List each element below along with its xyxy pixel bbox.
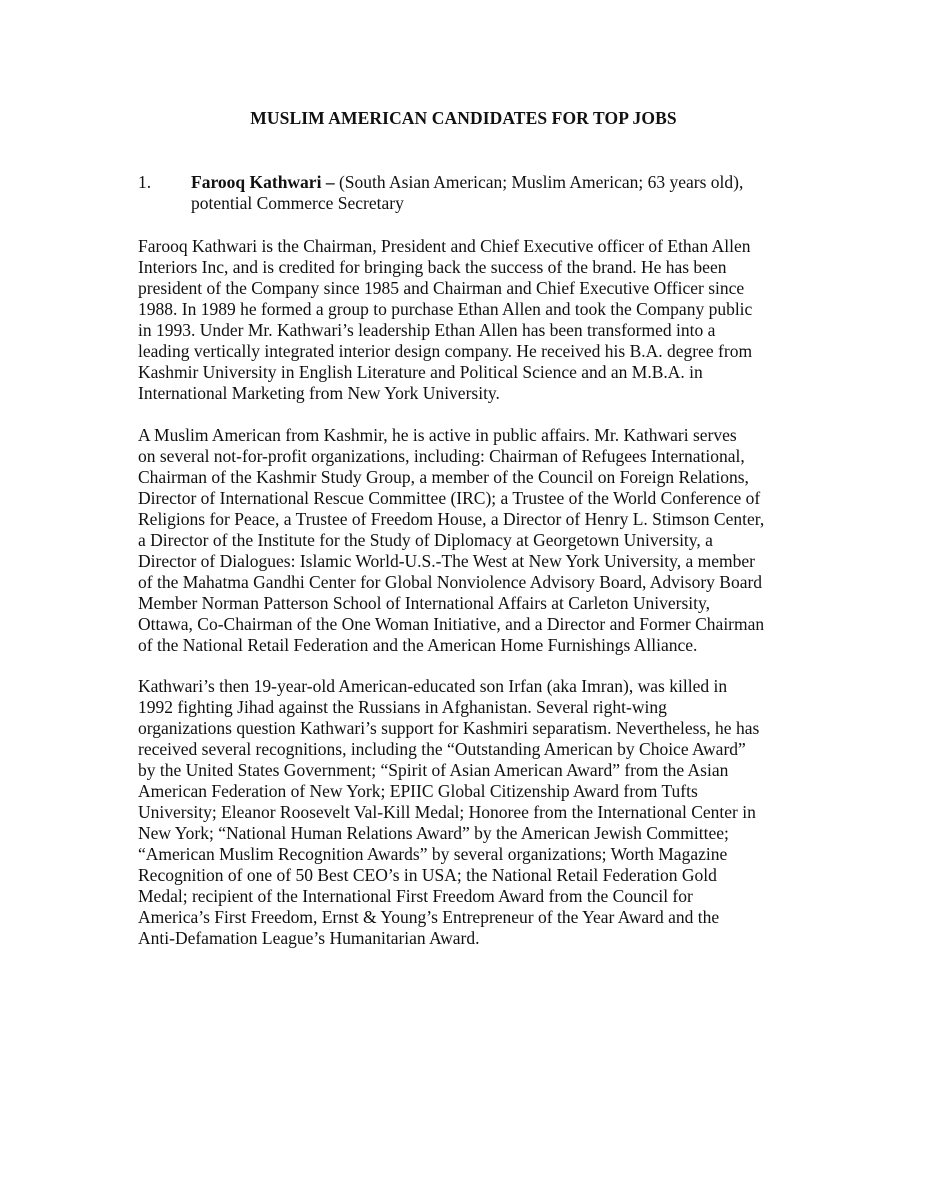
item-number: 1.	[138, 172, 152, 192]
paragraph-line: organizations question Kathwari’s support for Kashmiri separatism. Nevertheless, he has	[138, 718, 760, 738]
paragraph-line: University; Eleanor Roosevelt Val-Kill Medal; Honoree from the International Center in	[138, 802, 756, 822]
paragraph-line: a Director of the Institute for the Study of Diplomacy at Georgetown University, a	[138, 530, 713, 550]
paragraph-line: New York; “National Human Relations Award” by the American Jewish Committee;	[138, 823, 729, 843]
candidate-position: potential Commerce Secretary	[191, 193, 404, 213]
document-title: MUSLIM AMERICAN CANDIDATES FOR TOP JOBS	[250, 108, 677, 128]
paragraph-line: received several recognitions, including the “Outstanding American by Choice Award”	[138, 739, 746, 759]
paragraph-line: on several not-for-profit organizations, including: Chairman of Refugees International,	[138, 446, 745, 466]
candidate-description: (South Asian American; Muslim American; 63 years old),	[334, 172, 744, 192]
paragraph-line: 1992 fighting Jihad against the Russians in Afghanistan. Several right-wing	[138, 697, 667, 717]
paragraph-line: Interiors Inc, and is credited for bringing back the success of the brand. He has been	[138, 257, 727, 277]
paragraph-recognitions	[138, 676, 793, 949]
paragraph-line: of the Mahatma Gandhi Center for Global Nonviolence Advisory Board, Advisory Board	[138, 572, 763, 592]
paragraph-line: 1988. In 1989 he formed a group to purchase Ethan Allen and took the Company public	[138, 299, 753, 319]
paragraph-line: in 1993. Under Mr. Kathwari’s leadership Ethan Allen has been transformed into a	[138, 320, 716, 340]
paragraph-line: Director of International Rescue Committee (IRC); a Trustee of the World Conference of	[138, 488, 761, 508]
paragraph-line: Director of Dialogues: Islamic World-U.S.-The West at New York University, a member	[138, 551, 756, 571]
paragraph-line: Chairman of the Kashmir Study Group, a member of the Council on Foreign Relations,	[138, 467, 749, 487]
paragraph-line: Recognition of one of 50 Best CEO’s in USA; the National Retail Federation Gold	[138, 865, 717, 885]
paragraph-line: America’s First Freedom, Ernst & Young’s Entrepreneur of the Year Award and the	[138, 907, 720, 927]
paragraph-line: Kashmir University in English Literature and Political Science and an M.B.A. in	[138, 362, 703, 382]
paragraph-biography	[138, 236, 793, 404]
paragraph-line: Anti-Defamation League’s Humanitarian Award.	[138, 928, 480, 948]
paragraph-line: Kathwari’s then 19-year-old American-educated son Irfan (aka Imran), was killed in	[138, 676, 728, 696]
paragraph-line: Medal; recipient of the International First Freedom Award from the Council for	[138, 886, 693, 906]
paragraph-line: Farooq Kathwari is the Chairman, President and Chief Executive officer of Ethan Allen	[138, 236, 751, 256]
paragraph-line: Member Norman Patterson School of International Affairs at Carleton University,	[138, 593, 711, 613]
paragraph-line: Religions for Peace, a Trustee of Freedom House, a Director of Henry L. Stimson Center,	[138, 509, 765, 529]
item-text	[191, 172, 831, 214]
paragraph-line: by the United States Government; “Spirit of Asian American Award” from the Asian	[138, 760, 729, 780]
paragraph-line: of the National Retail Federation and the American Home Furnishings Alliance.	[138, 635, 698, 655]
candidate-name: Farooq Kathwari –	[191, 172, 335, 192]
paragraph-line: president of the Company since 1985 and Chairman and Chief Executive Officer since	[138, 278, 745, 298]
paragraph-line: Ottawa, Co-Chairman of the One Woman Initiative, and a Director and Former Chairman	[138, 614, 765, 634]
paragraph-line: International Marketing from New York University.	[138, 383, 500, 403]
paragraph-line: “American Muslim Recognition Awards” by several organizations; Worth Magazine	[138, 844, 728, 864]
paragraph-line: American Federation of New York; EPIIC Global Citizenship Award from Tufts	[138, 781, 698, 801]
paragraph-line: A Muslim American from Kashmir, he is active in public affairs. Mr. Kathwari serves	[138, 425, 737, 445]
paragraph-public-affairs	[138, 425, 793, 656]
paragraph-line: leading vertically integrated interior design company. He received his B.A. degree from	[138, 341, 753, 361]
